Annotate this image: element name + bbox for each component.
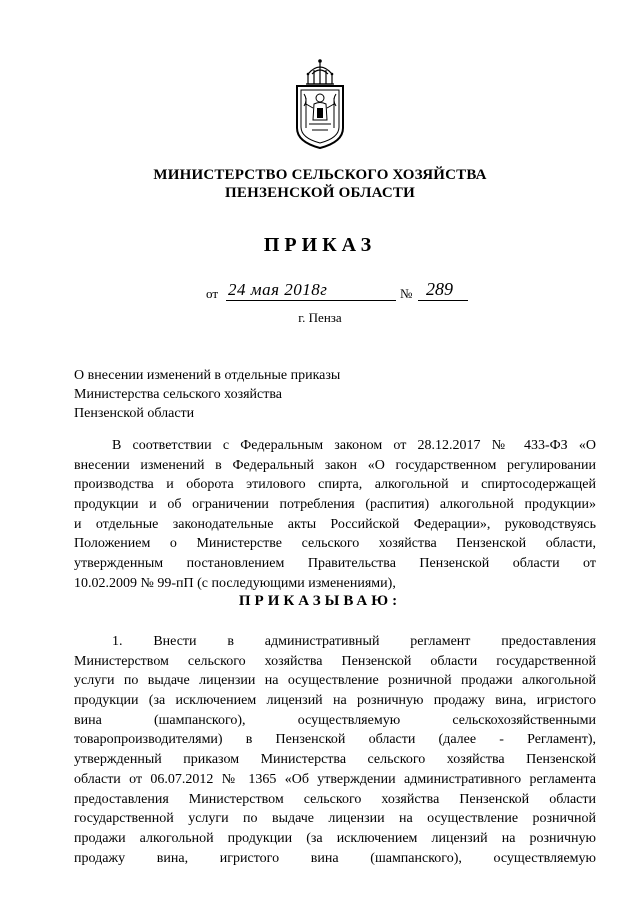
paragraph-line: и отдельные законодательные акты Российской Федерации», руководствуясь	[74, 516, 596, 532]
paragraph-line: В соответствии с Федеральным законом от 28.12.2017 № 433-ФЗ «О	[112, 438, 596, 453]
handwritten-number: 289	[426, 279, 453, 299]
paragraph-line: продукции (за исключением лицензий на розничную продажу вина, игристого	[74, 693, 596, 709]
paragraph-line: продажи алкогольной продукции (за исключением лицензий на розничную	[74, 830, 596, 846]
paragraph-line: услуги по выдаче лицензии на осуществление розничной продажи алкогольной	[74, 673, 596, 689]
paragraph-line: 10.02.2009 № 99-пП (с последующими изменениями),	[74, 575, 396, 591]
paragraph-line: продукции и об ограничении потребления (распития) алкогольной продукции»	[74, 497, 596, 513]
document-subject	[74, 366, 340, 423]
document-type-title: ПРИКАЗ	[263, 234, 377, 256]
paragraph-line: внесении изменений в Федеральный закон «О государственном регулировании	[74, 457, 596, 473]
subject-line: Министерства сельского хозяйства	[74, 387, 283, 402]
coat-of-arms-emblem	[294, 58, 346, 150]
preamble-paragraph	[74, 436, 596, 594]
subject-line: О внесении изменений в отдельные приказы	[74, 368, 341, 383]
paragraph-line: предоставления Министерством сельского хозяйства Пензенской области	[74, 791, 596, 807]
paragraph-line: Министерством сельского хозяйства Пензенской области государственной	[74, 653, 596, 669]
ministry-name-line1: МИНИСТЕРСТВО СЕЛЬСКОГО ХОЗЯЙСТВА	[153, 167, 487, 183]
paragraph-line: утвержденный приказом Министерства сельского хозяйства Пензенской	[74, 752, 596, 768]
paragraph-line: области от 06.07.2012 № 1365 «Об утверждении административного регламента	[74, 771, 596, 787]
paragraph-line: товаропроизводителями) в Пензенской области (далее - Регламент),	[74, 732, 596, 748]
item-1-paragraph	[74, 632, 596, 868]
paragraph-line: производства и оборота этилового спирта, алкогольной и спиртосодержащей	[74, 477, 596, 493]
ministry-name-line2: ПЕНЗЕНСКОЙ ОБЛАСТИ	[225, 185, 415, 201]
paragraph-line: государственной услуги по выдаче лицензии на осуществление розничной	[74, 811, 596, 827]
number-underline	[418, 300, 468, 301]
number-label: №	[400, 286, 413, 301]
date-prefix: от	[206, 286, 219, 301]
city-name: г. Пенза	[298, 310, 342, 325]
order-heading: ПРИКАЗЫВАЮ:	[238, 593, 402, 609]
paragraph-line: Положением о Министерстве сельского хозяйства Пензенской области,	[74, 536, 596, 552]
paragraph-line: вина (шампанского), осуществляемую сельскохозяйственными	[74, 712, 596, 728]
paragraph-line: 1. Внести в административный регламент предоставления	[112, 634, 596, 649]
paragraph-line: утвержденным постановлением Правительства Пензенской области от	[74, 556, 596, 572]
subject-line: Пензенской области	[74, 406, 195, 421]
handwritten-date: 24 мая 2018г	[228, 280, 328, 299]
date-number-row	[206, 279, 476, 306]
date-underline	[226, 300, 396, 301]
paragraph-line: продажу вина, игристого вина (шампанского), осуществляемую	[74, 850, 596, 866]
